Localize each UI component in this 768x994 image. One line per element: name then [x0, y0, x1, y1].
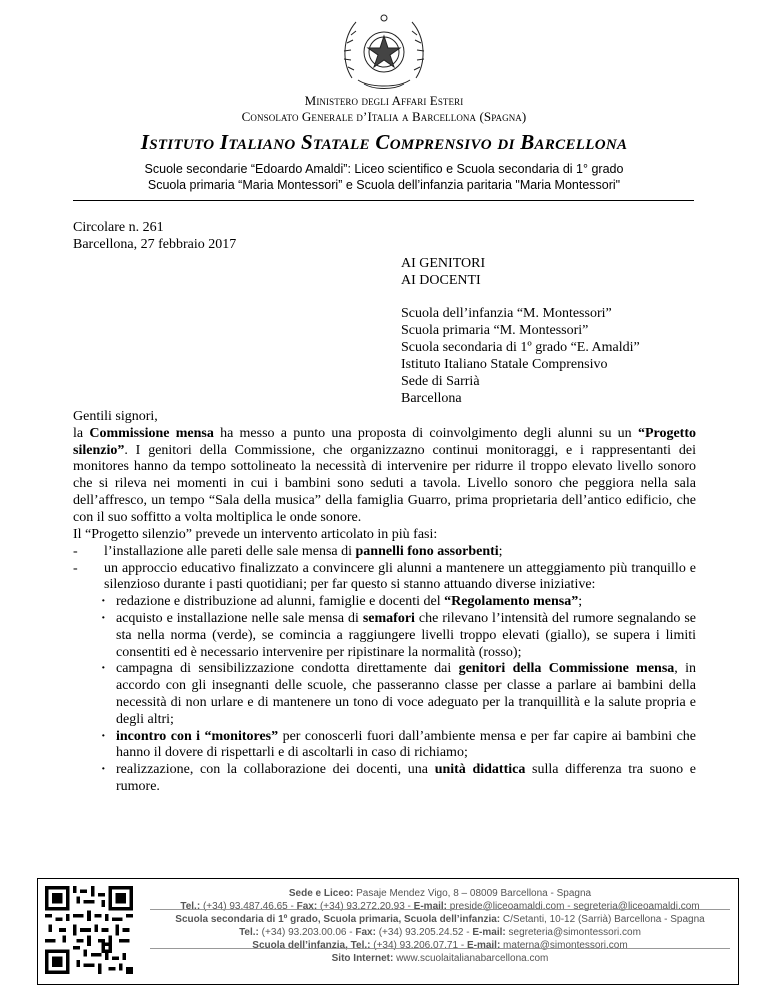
header-divider — [73, 200, 694, 201]
list-item: · campagna di sensibilizzazione condotta direttamente dai genitori della Commissione mensa, in accordo con gli insegnanti delle scuole, che passeranno classe per classe a parlare ai bambini della necessità di non urlare e di mantenere un tono di voce adeguato per la tranquillità e la salute propria e degli altri; — [101, 661, 697, 727]
dash-marker: - — [73, 543, 78, 559]
addressees-main — [401, 255, 485, 289]
addressees-schools — [401, 305, 640, 407]
list-item: - l’installazione alle pareti delle sale mensa di pannelli fono assorbenti; — [73, 543, 503, 559]
list-item: · redazione e distribuzione ad alunni, famiglie e docenti del “Regolamento mensa”; — [101, 594, 583, 610]
addressee-line: Istituto Italiano Statale Comprensivo — [401, 357, 608, 372]
footer-website: Sito Internet: www.scuolaitalianabarcellona.com — [331, 953, 549, 964]
footer-divider — [150, 909, 730, 910]
addressee-line: Barcellona — [401, 391, 462, 406]
list-item: · realizzazione, con la collaborazione dei docenti, una unità didattica sulla differenza tra suono e rumore. — [101, 762, 696, 794]
list-item: · incontro con i “monitores” per conoscerli fuori dall’ambiente mensa e per far capire ai bambini che hanno il dovere di rispettarli e di ascoltarli in caso di richiamo; — [101, 728, 697, 761]
greeting: Gentili signori, — [73, 409, 158, 424]
paragraph-text: la Commissione mensa ha messo a punto una proposta di coinvolgimento degli alunni su un “Progetto silenzio”. I genitori della Commissione, che organizzazno continui monitoraggi, e i rappresentanti dei monitores hanno da tempo sottolineato la necessità di intervenire per ridurre il troppo elevato livello sonoro che si rileva nei momenti in cui i bambini sono seduti a tavola. Livello sonoro che peggiora nella sala dell’affresco, un tempo “Sala della musica” della famiglia Guarro, prima proprietaria dell’antico edificio, che con il suo soffitto a volta moltiplica le onde sonore. — [73, 425, 696, 525]
dot-marker: · — [101, 728, 106, 744]
addressee-line: Sede di Sarrià — [401, 374, 480, 389]
dot-marker: · — [101, 661, 106, 677]
dash-marker: - — [73, 560, 78, 576]
intro-paragraph — [73, 409, 696, 527]
school-subtitle-1: Scuole secondarie “Edoardo Amaldi”: Liceo scientifico e Scuola secondaria di 1° grado — [144, 162, 624, 176]
commissione-mensa-emphasis: Commissione mensa — [89, 425, 214, 441]
consulate-name: Consolato Generale d’Italia a Barcellona (Spagna) — [241, 109, 527, 124]
addressee-line: Scuola primaria “M. Montessori” — [401, 323, 589, 338]
place-date: Barcellona, 27 febbraio 2017 — [73, 237, 237, 252]
italian-republic-emblem-icon — [334, 8, 434, 94]
phases-intro: Il “Progetto silenzio” prevede un intervento articolato in più fasi: — [73, 527, 438, 542]
addressee-line: Scuola dell’infanzia “M. Montessori” — [401, 306, 612, 321]
qr-code-icon — [45, 886, 133, 974]
project-phases — [73, 527, 696, 796]
progetto-silenzio-emphasis: “Progetto silenzio” — [73, 425, 696, 458]
list-item: - un approccio educativo finalizzato a convincere gli alunni a mantenere un atteggiamento più tranquillo e silenzioso durante i pasti quotidiani; per far questo si stanno attuando diverse iniziative: — [73, 560, 696, 593]
website-link[interactable]: www.scuolaitalianabarcellona.com — [393, 953, 549, 964]
circular-number: Circolare n. 261 — [73, 220, 164, 235]
footer-main-site: Sede e Liceo: Pasaje Mendez Vigo, 8 – 08009 Barcellona - Spagna Tel.: (+34) 93.487.46.65 - Fax: (+34) 93.272.20.93 - E-mail: preside@liceoamaldi.com - segreteria@liceoamaldi.com — [180, 888, 700, 912]
footer-divider — [150, 948, 730, 949]
dot-marker: · — [101, 594, 106, 610]
school-title: Istituto Italiano Statale Comprensivo di Barcellona — [140, 130, 628, 154]
dot-marker: · — [101, 610, 106, 626]
initiatives-list — [73, 594, 696, 796]
list-item: · acquisto e installazione nelle sale mensa di semafori che rilevano l’intensità del rumore segnalando se sta nella norma (verde), se comincia a raggiungere livelli troppo elevati (giallo), se supera i limiti consentiti ed è necessario intervenire per ripistinare la normalità (rosso); — [101, 610, 696, 660]
addressee-line: AI DOCENTI — [401, 273, 481, 288]
footer-sarria-site: Scuola secondaria di 1º grado, Scuola primaria, Scuola dell’infanzia: C/Setanti, 10-12 (Sarrià) Barcellona - Spagna Tel.: (+34) 93.203.00.06 - Fax: (+34) 93.205.24.52 - E-mail: segreteria@simontessori.com Scuola dell’infanzia, Tel.: (+34) 93.206.07.71 - E-mail: materna@simontessori.com — [175, 914, 705, 951]
addressee-line: AI GENITORI — [401, 256, 486, 271]
addressee-line: Scuola secondaria di 1º grado “E. Amaldi” — [401, 340, 640, 355]
ministry-name: Ministero degli Affari Esteri — [304, 93, 464, 108]
school-subtitle-2: Scuola primaria “Maria Montessori” e Scuola dell’infanzia paritaria "Maria Montessori" — [147, 178, 621, 192]
dot-marker: · — [101, 762, 106, 778]
